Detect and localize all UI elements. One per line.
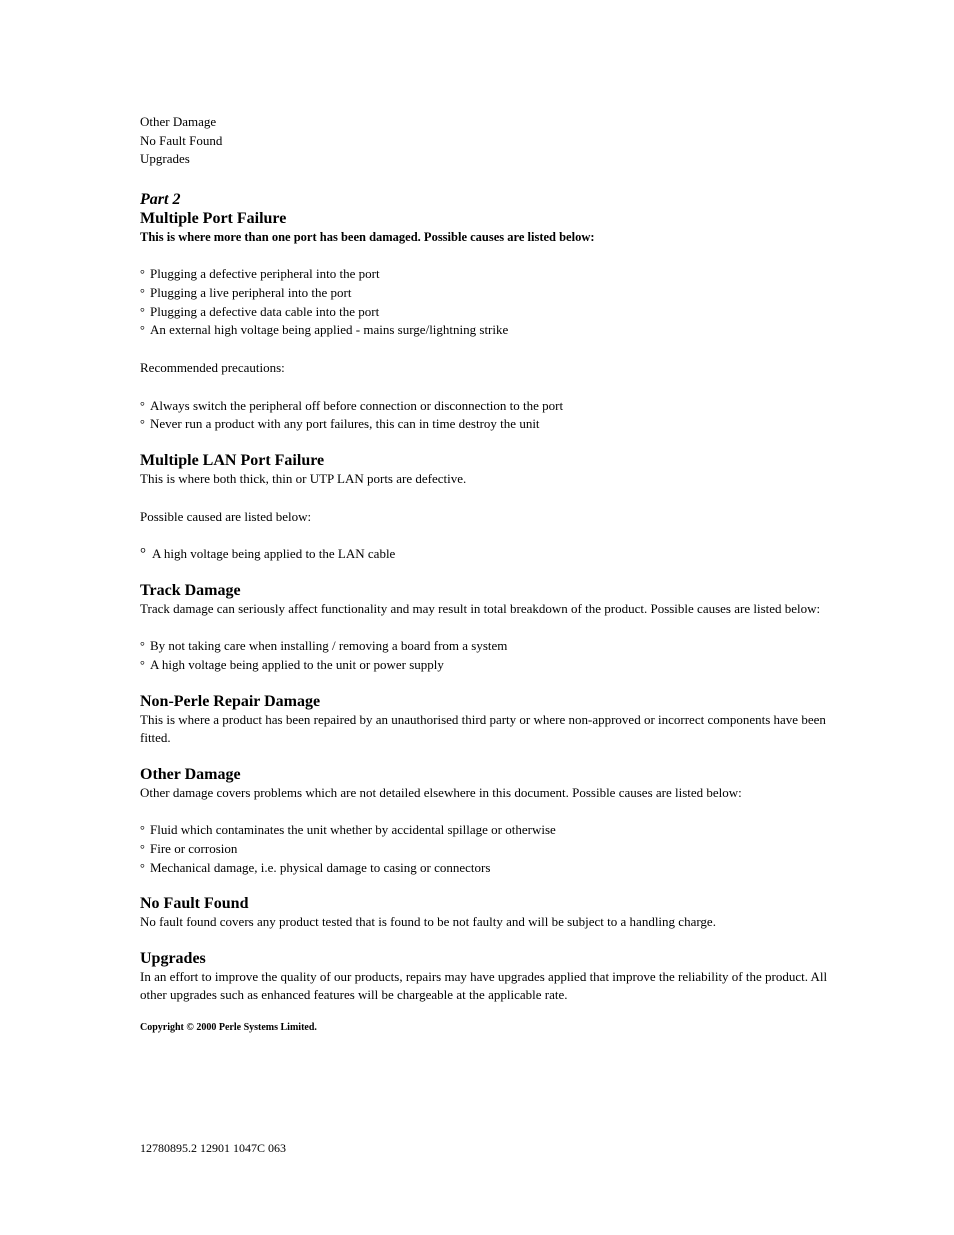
causes-label: Possible caused are listed below: [140, 508, 312, 524]
section-title-multiple-port: Multiple Port Failure [140, 210, 287, 228]
toc-item: Other Damage [140, 114, 217, 129]
bullet-item: ° Plugging a defective data cable into the port [140, 303, 830, 322]
section-title-nff: No Fault Found [140, 895, 249, 913]
section-intro-upgrades: In an effort to improve the quality of our products, repairs may have upgrades applied that improve the reliability of the product. All other upgrades such as enhanced features will be chargeable at the applicable rate. [140, 968, 828, 1003]
section-title-upgrades: Upgrades [140, 949, 206, 967]
section-intro-nff: No fault found covers any product tested that is found to be not faulty and will be subject to a handling charge. [140, 914, 716, 930]
section-title-multiple-lan: Multiple LAN Port Failure [140, 452, 325, 470]
bullet-icon: ° [140, 285, 145, 300]
bullet-item: ° Plugging a defective peripheral into the port [140, 265, 830, 284]
section-title-non-perle: Non-Perle Repair Damage [140, 692, 321, 710]
bullet-item: ° Mechanical damage, i.e. physical damage to casing or connectors [140, 859, 830, 878]
bullet-icon: ° [140, 398, 145, 413]
bullet-icon: ° [140, 823, 145, 838]
bullet-icon: ° [140, 842, 145, 857]
bullet-item: ° Fire or corrosion [140, 840, 830, 859]
copyright-notice: Copyright © 2000 Perle Systems Limited. [140, 1021, 317, 1033]
bullet-icon: ° [140, 304, 145, 319]
bullet-item: ° An external high voltage being applied - mains surge/lightning strike [140, 321, 830, 340]
bullet-icon: ° [140, 658, 145, 673]
section-intro-multiple-lan: This is where both thick, thin or UTP LAN ports are defective. [140, 471, 467, 487]
bullet-item: ° A high voltage being applied to the unit or power supply [140, 656, 830, 675]
bullet-icon: ° [140, 323, 145, 338]
toc-item: Upgrades [140, 151, 190, 167]
bullet-icon: ° [140, 417, 145, 432]
section-title-track: Track Damage [140, 581, 241, 599]
bullet-item: ° Fluid which contaminates the unit whether by accidental spillage or otherwise [140, 821, 830, 840]
part-label: Part 2 [140, 191, 181, 209]
bullet-icon: ° [140, 639, 145, 654]
section-title-other: Other Damage [140, 765, 241, 783]
bullet-item: ° Always switch the peripheral off before connection or disconnection to the port [140, 397, 830, 416]
section-intro-multiple-port: This is where more than one port has been damaged. Possible causes are listed below: [140, 230, 595, 245]
toc-item: No Fault Found [140, 132, 223, 148]
section-intro-other: Other damage covers problems which are not detailed elsewhere in this document. Possible causes are listed below: [140, 784, 742, 800]
section-intro-non-perle: This is where a product has been repaired by an unauthorised third party or where non-approved or incorrect components have been fitted. [140, 711, 826, 746]
document-page [140, 113, 830, 1033]
bullet-icon: ° [140, 546, 146, 563]
bullet-icon: ° [140, 267, 145, 282]
precautions-label: Recommended precautions: [140, 359, 285, 375]
bullet-icon: ° [140, 860, 145, 875]
bullet-item: ° Never run a product with any port failures, this can in time destroy the unit [140, 415, 830, 434]
toc-list [140, 113, 830, 169]
bullet-item: ° By not taking care when installing / removing a board from a system [140, 637, 830, 656]
bullet-item: ° A high voltage being applied to the LAN cable [140, 546, 396, 563]
bullet-item: ° Plugging a live peripheral into the port [140, 284, 830, 303]
document-footer-id: 12780895.2 12901 1047C 063 [140, 1141, 287, 1155]
section-intro-track: Track damage can seriously affect functionality and may result in total breakdown of the product. Possible causes are listed below: [140, 600, 821, 616]
